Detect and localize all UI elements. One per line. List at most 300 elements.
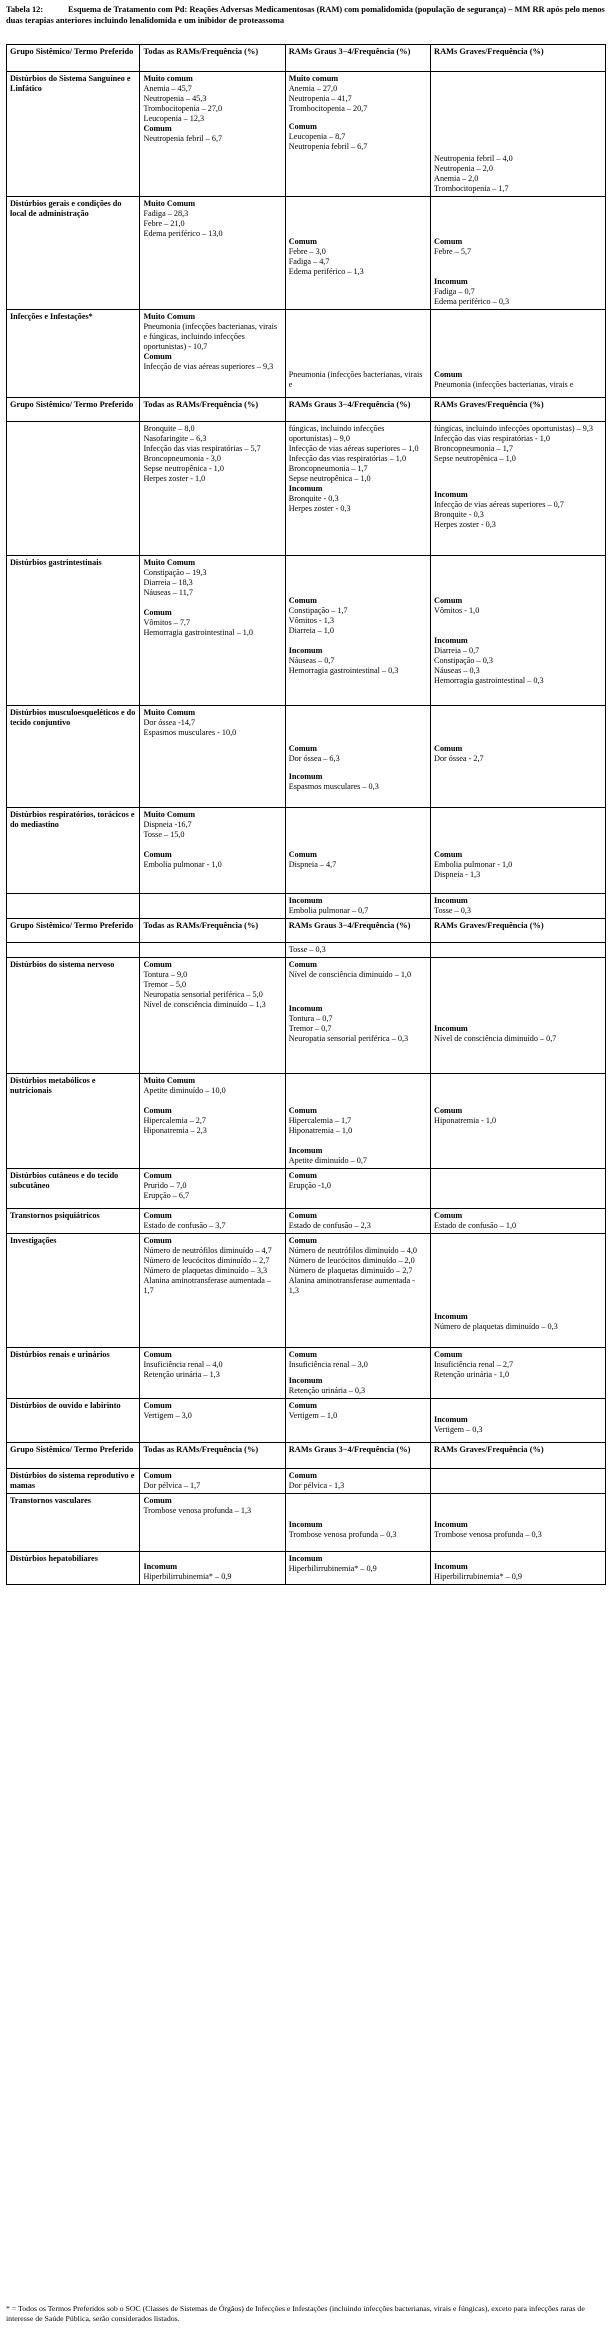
all-adr-cell [140,1348,285,1399]
table-row [7,894,606,919]
system-organ-class: Distúrbios musculoesqueléticos e do tecido conjuntivo [7,706,140,808]
spacer [289,764,427,772]
adverse-reaction: Infecção de vias aéreas superiores – 1,0 [288,444,419,453]
grade-3-4-cell [285,197,430,310]
system-organ-class: Distúrbios hepatobiliares [7,1552,140,1585]
adverse-reaction: Broncopneumonia - 3,0 [143,454,221,463]
frequency-heading: Incomum [288,1376,323,1385]
adverse-reaction: Embolia pulmonar - 1,0 [434,860,513,869]
adverse-reaction: Neutropenia febril – 6,7 [143,134,223,143]
adverse-reaction: Náuseas – 0,7 [288,656,335,665]
serious-adr-cell [431,1209,606,1234]
header-col4: RAMs Graves/Frequência (%) [431,398,606,422]
grade-3-4-cell [285,1348,430,1399]
adverse-reaction: Bronquite - 0,3 [434,510,484,519]
header-col3: RAMs Graus 3−4/Frequência (%) [285,45,430,72]
frequency-heading: Muito comum [288,74,339,83]
adverse-reaction: Anemia – 27,0 [288,84,338,93]
adverse-reaction: Estado de confusão – 3,7 [143,1221,226,1230]
adverse-reaction: Tontura – 9,0 [143,970,188,979]
adverse-reaction: Tosse – 0,3 [434,906,471,915]
adverse-reaction: Trombocitopenia – 1,7 [434,184,509,193]
adverse-reaction: Leucopenia – 12,3 [143,114,205,123]
adverse-reaction: Retenção urinária - 1,0 [434,1370,510,1379]
frequency-heading: Comum [288,1401,317,1410]
adverse-reaction: Tremor – 5,0 [143,980,187,989]
table-row [7,72,606,197]
adverse-reaction: Tosse – 0,3 [288,945,326,954]
adverse-reaction: Vômitos - 1,3 [288,616,334,625]
grade-3-4-cell [285,310,430,398]
frequency-heading: Incomum [288,646,323,655]
frequency-heading: Comum [288,850,317,859]
header-col3: RAMs Graus 3−4/Frequência (%) [285,919,430,943]
all-adr-cell [140,1494,285,1552]
column-header-row [7,919,606,943]
adverse-reaction: Número de leucócitos diminuído – 2,0 [288,1256,415,1265]
adverse-reaction: Infecção das vias respiratórias – 5,7 [143,444,261,453]
adverse-reaction: Hiperbilirrubinemia* – 0,9 [434,1572,523,1581]
all-adr-cell [140,958,285,1074]
frequency-heading: Comum [434,1350,463,1359]
adverse-reaction: Dor óssea - 2,7 [434,754,484,763]
adverse-reaction: Tosse – 15,0 [143,830,185,839]
spacer [143,598,281,608]
all-adr-cell [140,1234,285,1348]
adverse-reaction: Espasmos musculares – 0,3 [288,782,379,791]
adverse-reaction: Dor óssea – 6,3 [288,754,340,763]
adverse-reaction: Neutropenia febril – 6,7 [288,142,368,151]
serious-adr-cell [431,1074,606,1169]
table-row [7,1469,606,1494]
adverse-reaction: Pneumonia (infecções bacterianas, virais e [288,370,423,389]
adverse-reaction: Insuficiência renal – 4,0 [143,1360,223,1369]
adverse-reaction: Dispneia - 1,3 [434,870,481,879]
frequency-heading: Incomum [288,1520,323,1529]
adverse-reaction: Neutropenia febril – 4,0 [434,154,513,163]
adverse-reaction: Constipação – 1,7 [288,606,348,615]
adverse-reaction: Náuseas – 11,7 [143,588,193,597]
adverse-reaction: Dor pélvica - 1,3 [288,1481,345,1490]
frequency-heading: Comum [288,596,317,605]
adverse-reaction: Prurido – 7,0 [143,1181,187,1190]
serious-adr-cell [431,1494,606,1552]
header-col4: RAMs Graves/Frequência (%) [431,1443,606,1469]
adverse-reaction: Febre – 5,7 [434,247,472,256]
grade-3-4-cell [285,958,430,1074]
system-organ-class: Transtornos vasculares [7,1494,140,1552]
all-adr-cell [140,1469,285,1494]
all-adr-cell [140,197,285,310]
frequency-heading: Incomum [434,1312,468,1321]
frequency-heading: Comum [143,1401,172,1410]
spacer [289,1076,427,1106]
frequency-heading: Comum [288,122,317,131]
system-organ-class: Distúrbios metabólicos e nutricionais [7,1074,140,1169]
frequency-heading: Incomum [288,1004,323,1013]
frequency-heading: Muito Comum [143,810,196,819]
all-adr-cell [140,556,285,706]
adverse-reaction: Hipercalemia – 1,7 [288,1116,352,1125]
serious-adr-cell [431,1552,606,1585]
serious-adr-cell [431,556,606,706]
grade-3-4-cell [285,1234,430,1348]
all-adr-cell [140,1209,285,1234]
column-header-row [7,45,606,72]
frequency-heading: Comum [143,1171,172,1180]
adverse-reaction: Número de leucócitos diminuído – 2,7 [143,1256,270,1265]
adverse-reaction: Espasmos musculares - 10,0 [143,728,237,737]
adverse-reaction: Vômitos - 1,0 [434,606,480,615]
spacer [434,74,602,154]
adverse-reaction: Pneumonia (infecções bacterianas, virais e fúngicas, incluindo infecções oportunistas) - 10,7 [143,322,278,351]
frequency-heading: Comum [288,1171,317,1180]
spacer [143,1554,281,1562]
adverse-reaction: Febre – 21,0 [143,219,185,228]
adverse-reaction: Vertigem – 1,0 [288,1411,338,1420]
spacer [289,708,427,744]
adverse-reaction: Vômitos – 7,7 [143,618,191,627]
frequency-heading: Comum [288,1350,317,1359]
adverse-reaction: Dispneia -16,7 [143,820,192,829]
grade-3-4-cell [285,1074,430,1169]
frequency-heading: Comum [143,1471,172,1480]
adverse-reaction: Fadiga – 4,7 [288,257,330,266]
frequency-heading: Comum [143,608,172,617]
adverse-reaction: Náuseas – 0,3 [434,666,480,675]
adverse-reaction: Retenção urinária – 0,3 [288,1386,366,1395]
spacer [434,464,602,490]
adverse-reaction: Hemorragia gastrointestinal – 1,0 [143,628,254,637]
frequency-heading: Comum [434,596,463,605]
all-adr-cell [140,894,285,919]
frequency-heading: Comum [143,1236,172,1245]
adverse-reaction: Vertigem – 3,0 [143,1411,192,1420]
serious-adr-cell [431,1234,606,1348]
all-adr-cell [140,706,285,808]
frequency-heading: Incomum [434,1024,468,1033]
spacer [143,1096,281,1106]
adverse-reaction: Anemia – 45,7 [143,84,192,93]
header-col4: RAMs Graves/Frequência (%) [431,45,606,72]
spacer [434,1554,602,1562]
adverse-reaction: Hiponatremia - 1,0 [434,1116,497,1125]
column-header-row [7,398,606,422]
spacer [289,810,427,850]
serious-adr-cell [431,1169,606,1209]
header-col3: RAMs Graus 3−4/Frequência (%) [285,398,430,422]
frequency-heading: Incomum [434,636,468,645]
system-organ-class: Distúrbios gastrintestinais [7,556,140,706]
spacer [434,616,602,636]
spacer [434,558,602,596]
frequency-heading: Incomum [434,1520,468,1529]
spacer [289,558,427,596]
frequency-heading: Muito Comum [143,312,196,321]
table-row [7,1399,606,1443]
header-col2: Todas as RAMs/Frequência (%) [140,45,285,72]
system-organ-class: Distúrbios do sistema reprodutivo e mamas [7,1469,140,1494]
adverse-reaction: Pneumonia (infecções bacterianas, virais e [434,380,574,389]
adverse-reaction: Número de neutrófilos diminuído – 4,7 [143,1246,272,1255]
adverse-reaction: Neuropatia sensorial periférica – 5,0 [143,990,263,999]
table-row [7,1074,606,1169]
table-row [7,556,606,706]
adverse-reaction: Trombose venosa profunda – 0,3 [434,1530,542,1539]
spacer [434,960,602,1024]
frequency-heading: Incomum [288,896,323,905]
adverse-reaction: Insuficiência renal – 3,0 [288,1360,368,1369]
table-title: Esquema de Tratamento com Pd: Reações Adversas Medicamentosas (RAM) com pomalidomida (população de segurança) – MM RR após pelo menos duas terapias anteriores incluindo lenalidomida e um inibidor de proteassoma [6,5,605,25]
spacer [434,312,602,370]
serious-adr-cell [431,943,606,958]
system-organ-class: Investigações [7,1234,140,1348]
adverse-reaction: Apetite diminuído – 0,7 [288,1156,367,1165]
serious-adr-cell [431,422,606,556]
frequency-heading: Comum [143,1350,172,1359]
header-col4: RAMs Graves/Frequência (%) [431,919,606,943]
column-header-row [7,1443,606,1469]
grade-3-4-cell [285,1169,430,1209]
all-adr-cell [140,1399,285,1443]
serious-adr-cell [431,1469,606,1494]
adverse-reaction: Tremor – 0,7 [288,1024,332,1033]
adverse-reaction: Sepse neutropênica – 1,0 [288,474,371,483]
adverse-reaction: Bronquite - 0,3 [288,494,339,503]
table-row [7,1552,606,1585]
system-organ-class: Distúrbios do sistema nervoso [7,958,140,1074]
grade-3-4-cell [285,706,430,808]
grade-3-4-cell [285,422,430,556]
spacer [289,312,427,370]
frequency-heading: Muito Comum [143,708,196,717]
frequency-heading: Comum [288,237,317,246]
spacer [434,1496,602,1520]
adverse-reaction: Infecção das vias respiratórias - 1,0 [434,434,550,443]
all-adr-cell [140,1169,285,1209]
frequency-heading: Muito Comum [143,1076,196,1085]
adverse-reaction: Nível de consciência diminuído – 1,0 [288,970,412,979]
frequency-heading: Incomum [434,490,468,499]
adverse-reaction: Febre – 3,0 [288,247,326,256]
frequency-heading: Comum [143,124,172,133]
adverse-reaction: Nasofaringite – 6,3 [143,434,207,443]
adverse-reaction: Diarreia – 18,3 [143,578,193,587]
adverse-reaction: Broncopneumonia – 1,7 [288,464,368,473]
adverse-reaction: Alanina aminotransferase aumentada – 1,7 [143,1276,271,1295]
table-row [7,422,606,556]
frequency-heading: Comum [288,1106,317,1115]
spacer [289,114,427,122]
adverse-reaction: Anemia – 2,0 [434,174,479,183]
adverse-reaction: Estado de confusão – 1,0 [434,1221,517,1230]
adverse-reaction: Hemorragia gastrointestinal – 0,3 [288,666,399,675]
grade-3-4-cell [285,1494,430,1552]
spacer [289,980,427,1004]
frequency-heading: Comum [434,237,463,246]
adverse-reaction: Diarreia – 1,0 [288,626,334,635]
system-organ-class: Distúrbios gerais e condições do local de administração [7,197,140,310]
table-row [7,1234,606,1348]
serious-adr-cell [431,894,606,919]
system-organ-class [7,943,140,958]
all-adr-cell [140,72,285,197]
table-row [7,1494,606,1552]
adverse-reaction: Hiperbilirrubinemia* – 0,9 [288,1564,377,1573]
frequency-heading: Comum [288,960,317,969]
header-col3: RAMs Graus 3−4/Frequência (%) [285,1443,430,1469]
all-adr-cell [140,943,285,958]
spacer [143,840,281,850]
adverse-reaction: Hiponatremia – 1,0 [288,1126,353,1135]
header-col1: Grupo Sistêmico/ Termo Preferido [7,45,140,72]
header-col2: Todas as RAMs/Frequência (%) [140,1443,285,1469]
adverse-reaction: Insuficiência renal – 2,7 [434,1360,514,1369]
adverse-reaction: Alanina aminotransferase aumentada - 1,3 [288,1276,415,1295]
adverse-reaction: Vertigem – 0,3 [434,1425,483,1434]
table-number: Tabela 12: [6,5,44,14]
adverse-reaction: Nível de consciência diminuído – 0,7 [434,1034,557,1043]
header-col2: Todas as RAMs/Frequência (%) [140,398,285,422]
serious-adr-cell [431,1348,606,1399]
frequency-heading: Comum [288,744,317,753]
frequency-heading: Comum [143,850,172,859]
frequency-heading: Muito Comum [143,558,196,567]
table-row [7,943,606,958]
adverse-reaction: Trombose venosa profunda – 0,3 [288,1530,397,1539]
grade-3-4-cell [285,894,430,919]
frequency-heading: Muito comum [143,74,193,83]
adverse-reaction: Trombose venosa profunda – 1,3 [143,1506,252,1515]
frequency-heading: Comum [143,960,172,969]
adverse-reaction: Infecção de vias aéreas superiores – 9,3 [143,362,274,371]
adverse-reaction: Embolia pulmonar – 0,7 [288,906,369,915]
adverse-reaction: Hipercalemia – 2,7 [143,1116,206,1125]
frequency-heading: Comum [143,1496,172,1505]
adverse-reaction: Herpes zoster - 0,3 [288,504,351,513]
system-organ-class: Distúrbios do Sistema Sanguíneo e Linfático [7,72,140,197]
adverse-reaction: Neutropenia – 41,7 [288,94,352,103]
frequency-heading: Incomum [434,277,468,286]
system-organ-class: Distúrbios respiratórios, torácicos e do mediastino [7,808,140,894]
adverse-reaction: Leucopenia – 8,7 [288,132,346,141]
spacer [434,1076,602,1106]
grade-3-4-cell [285,1469,430,1494]
system-organ-class [7,422,140,556]
adverse-reaction: Número de plaquetas diminuído – 0,3 [434,1322,558,1331]
all-adr-cell [140,1552,285,1585]
spacer [434,708,602,744]
adverse-reaction: Hiperbilirrubinemia* – 0,9 [143,1572,232,1581]
adverse-reaction: Sepse neutropênica – 1,0 [434,454,516,463]
system-organ-class: Infecções e Infestações* [7,310,140,398]
adverse-reaction: Erupção -1,0 [288,1181,332,1190]
frequency-heading: Comum [143,1106,172,1115]
all-adr-cell [140,1074,285,1169]
frequency-heading: Comum [434,850,463,859]
table-row [7,958,606,1074]
adverse-reaction: Número de plaquetas diminuído – 3,3 [143,1266,268,1275]
adverse-reaction: Dor pélvica – 1,7 [143,1481,201,1490]
adverse-reaction: Número de neutrófilos diminuído – 4,0 [288,1246,417,1255]
frequency-heading: Incomum [143,1562,178,1571]
table-row [7,1169,606,1209]
adverse-reaction: Embolia pulmonar - 1,0 [143,860,222,869]
frequency-heading: Incomum [434,1415,468,1424]
frequency-heading: Comum [143,1211,172,1220]
system-organ-class: Distúrbios cutâneos e do tecido subcutâneo [7,1169,140,1209]
frequency-heading: Comum [288,1211,317,1220]
adverse-reaction: Bronquite – 8,0 [143,424,195,433]
frequency-heading: Comum [434,744,463,753]
adverse-reactions-table [6,44,606,1585]
grade-3-4-cell [285,72,430,197]
serious-adr-cell [431,310,606,398]
system-organ-class: Transtornos psiquiátricos [7,1209,140,1234]
adverse-reaction: Fadiga – 0,7 [434,287,475,296]
serious-adr-cell [431,1399,606,1443]
all-adr-cell [140,422,285,556]
adverse-reaction: Dispneia – 4,7 [288,860,337,869]
adverse-reaction: Herpes zoster - 0,3 [434,520,496,529]
adverse-reaction: Sepse neutropênica - 1,0 [143,464,224,473]
adverse-reaction: Infecção de vias aéreas superiores – 0,7 [434,500,564,509]
spacer [289,1136,427,1146]
all-adr-cell [140,310,285,398]
header-col1: Grupo Sistêmico/ Termo Preferido [7,398,140,422]
serious-adr-cell [431,72,606,197]
frequency-heading: Incomum [288,1554,323,1563]
adverse-reaction: Neuropatia sensorial periférica – 0,3 [288,1034,409,1043]
frequency-heading: Incomum [434,896,468,905]
spacer [289,636,427,646]
adverse-reaction: Fadiga – 28,3 [143,209,189,218]
spacer [289,199,427,237]
grade-3-4-cell [285,943,430,958]
grade-3-4-cell [285,808,430,894]
grade-3-4-cell [285,1399,430,1443]
adverse-reaction: Retenção urinária – 1,3 [143,1370,220,1379]
frequency-heading: Comum [288,1236,317,1245]
frequency-heading: Incomum [288,484,323,493]
adverse-reaction: Edema periférico – 0,3 [434,297,510,306]
frequency-heading: Comum [288,1471,317,1480]
spacer [289,1496,427,1520]
adverse-reaction: Constipação – 0,3 [434,656,493,665]
frequency-heading: Incomum [288,772,323,781]
adverse-reaction: Apetite diminuído – 10,0 [143,1086,226,1095]
table-row [7,1209,606,1234]
table-row [7,197,606,310]
adverse-reaction: Edema periférico – 13,0 [143,229,223,238]
spacer [434,1401,602,1415]
all-adr-cell [140,808,285,894]
frequency-heading: Incomum [288,1146,323,1155]
table-row [7,706,606,808]
adverse-reaction: Tontura – 0,7 [288,1014,333,1023]
adverse-reaction: Neutropenia – 45,3 [143,94,207,103]
adverse-reaction: Estado de confusão – 2,3 [288,1221,371,1230]
adverse-reaction: Nível de consciência diminuído – 1,3 [143,1000,266,1009]
adverse-reaction: Hemorragia gastrointestinal – 0,3 [434,676,544,685]
adverse-reaction: Infecção das vias respiratórias – 1,0 [288,454,407,463]
system-organ-class: Distúrbios renais e urinários [7,1348,140,1399]
serious-adr-cell [431,808,606,894]
grade-3-4-cell [285,1209,430,1234]
adverse-reaction: Dor óssea -14,7 [143,718,196,727]
adverse-reaction: Neutropenia – 2,0 [434,164,493,173]
header-col1: Grupo Sistêmico/ Termo Preferido [7,1443,140,1469]
